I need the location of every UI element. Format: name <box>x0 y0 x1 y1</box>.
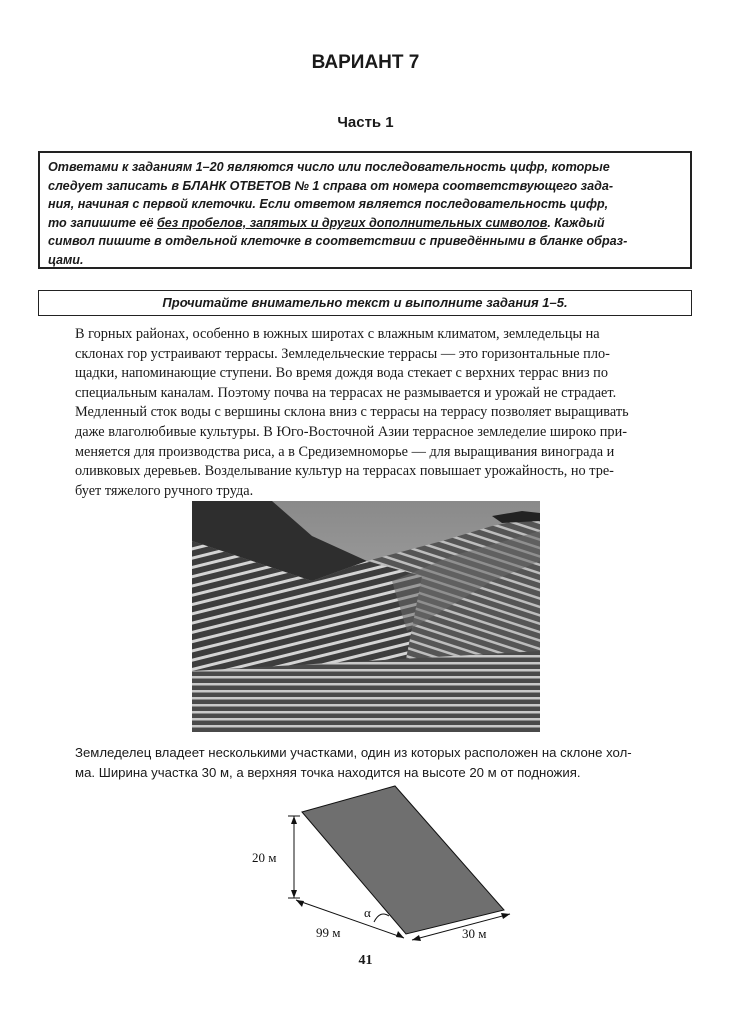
text-line: щадки, напоминающие ступени. Во время дождя вода стекает с верхних террас вниз по <box>75 365 608 382</box>
slope-diagram <box>240 780 540 950</box>
task-line: Земледелец владеет несколькими участками, один из которых расположен на склоне хол- <box>75 745 632 760</box>
instructions-line: символ пишите в отдельной клеточке в соответствии с приведёнными в бланке образ- <box>48 234 628 249</box>
instructions-line: цами. <box>48 252 84 267</box>
task-text <box>75 743 693 782</box>
text-line: оливковых деревьев. Возделывание культур на террасах повышает урожайность, но тре- <box>75 463 614 480</box>
text-line: бует тяжелого ручного труда. <box>75 482 254 499</box>
instructions-line: следует записать в БЛАНК ОТВЕТОВ № 1 справа от номера соответствующего зада- <box>48 178 614 193</box>
instructions-underlined: без пробелов, запятых и других дополнительных символов <box>156 215 548 230</box>
text-line: меняется для производства риса, а в Средиземноморье — для выращивания винограда и <box>75 443 615 460</box>
text-line: В горных районах, особенно в южных широтах с влажным климатом, земледельцы на <box>75 326 600 342</box>
instructions-line: ния, начиная с первой клеточки. Если ответом является последовательность цифр, <box>48 197 609 212</box>
task-line: ма. Ширина участка 30 м, а верхняя точка находится на высоте 20 м от подножия. <box>75 764 581 780</box>
text-line: специальным каналам. Поэтому почва на террасах не размывается и урожай не страдает. <box>75 384 617 401</box>
plot-parallelogram <box>302 786 504 934</box>
height-label: 20 м <box>252 850 277 865</box>
instructions-box <box>38 151 692 269</box>
instructions-text: . Каждый <box>547 215 605 230</box>
body-text <box>75 325 693 501</box>
angle-label: α <box>364 905 371 920</box>
terrace-photo <box>192 501 540 732</box>
text-line: Медленный сток воды с вершины склона вниз с террасы на террасу позволяет выращивать <box>75 404 629 421</box>
variant-title: ВАРИАНТ 7 <box>311 52 420 73</box>
instructions-line <box>48 214 682 233</box>
instructions-text: то запишите её <box>48 215 157 230</box>
width-label: 30 м <box>462 926 487 941</box>
task-header-box: Прочитайте внимательно текст и выполните задания 1–5. <box>38 290 692 316</box>
base-label: 99 м <box>316 925 341 940</box>
part-title: Часть 1 <box>337 114 394 131</box>
instructions-line: Ответами к заданиям 1–20 являются число или последовательность цифр, которые <box>48 160 610 174</box>
page-number: 41 <box>358 953 373 968</box>
text-line: даже влаголюбивые культуры. В Юго-Восточной Азии террасное земледелие широко при- <box>75 423 627 440</box>
text-line: склонах гор устраивают террасы. Земледельческие террасы — это горизонтальные пло- <box>75 345 610 362</box>
